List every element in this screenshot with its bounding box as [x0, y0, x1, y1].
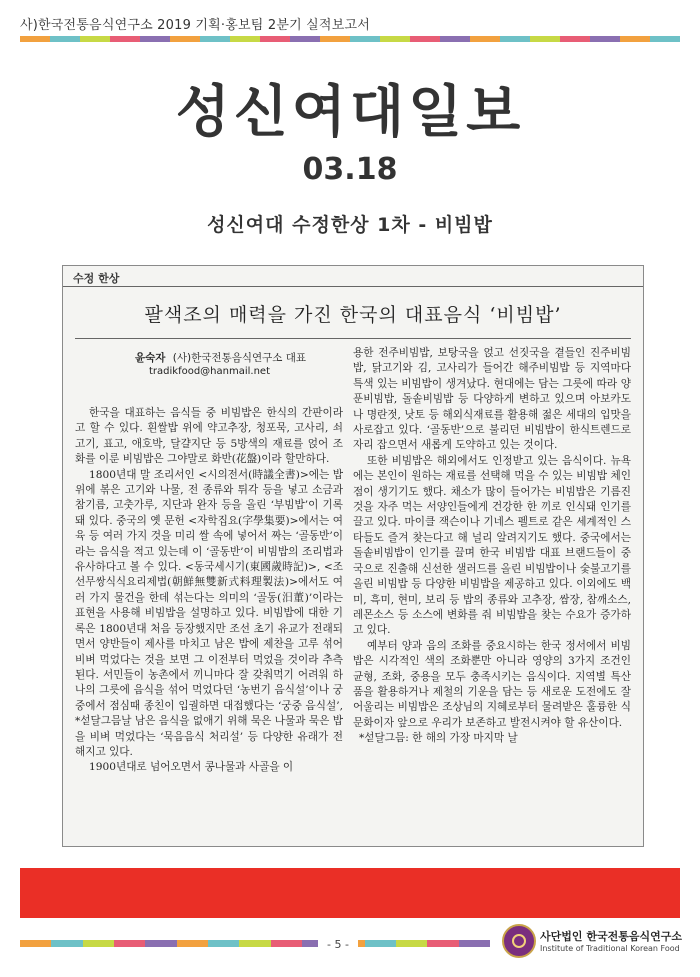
- stripe-segment: [110, 36, 140, 42]
- stripe-segment: [271, 940, 302, 947]
- article-column-left: [75, 406, 343, 776]
- stripe-segment: [140, 36, 170, 42]
- stripe-segment: [50, 36, 80, 42]
- stripe-segment: [20, 940, 51, 947]
- stripe-segment: [560, 36, 590, 42]
- stripe-segment: [200, 36, 230, 42]
- page-subtitle: 성신여대 수정한상 1차 - 비빔밥: [207, 214, 493, 236]
- page-number: - 5 -: [318, 938, 358, 951]
- stripe-segment: [380, 36, 410, 42]
- stripe-segment: [410, 36, 440, 42]
- author-name: 윤숙자: [135, 352, 166, 364]
- stripe-segment: [470, 36, 500, 42]
- top-color-stripe: [20, 36, 680, 42]
- article-paragraph: 또한 비빔밥은 해외에서도 인정받고 있는 음식이다. 뉴욕에는 본인이 원하는 재료를 선택해 먹을 수 있는 비빔밥 체인점이 생기기도 했다. 채소가 많이 들어가는 비빔밥은 기름진 것을 자주 먹는 서양인들에게 건강한 한 끼로 인식돼 인기를 끌고 있다. 마이클 잭슨이나 기네스 펠트로 같은 세계적인 스타들도 즐겨 찾는다고 해 널리 알려지기도 했다. 중국에서는 돌솥비빔밥이 인기를 끌며 한국 비빔밥 대표 브랜드들이 중국으로 진출해 신선한 샐러드를 올린 비빔밥이나 숯불고기를 올린 비빔밥 등 다양한 비빔밥을 제공하고 있다. 이외에도 백미, 흑미, 현미, 보리 등 밥의 종류와 고추장, 쌈장, 참깨소스, 레몬소스 등 소스에 변화를 줘 비빔밥을 찾는 수요가 증가하고 있다.: [353, 454, 631, 637]
- institute-logo-icon: [502, 924, 536, 958]
- page-title: 성신여대일보: [175, 80, 525, 145]
- stripe-segment: [290, 36, 320, 42]
- stripe-segment: [459, 940, 490, 947]
- footnote: *섣달그믐: 한 해의 가장 마지막 날: [359, 732, 518, 745]
- footer-red-bar: [20, 868, 680, 918]
- stripe-segment: [320, 36, 350, 42]
- article-paragraph: 1800년대 말 조리서인 <시의전서(時議全書)>에는 밥 위에 볶은 고기와 나물, 전 종류와 튀각 등을 넣고 소금과 참기름, 고춧가루, 지단과 완자 등을 올린 ‘부빔밥’이 기록돼 있다. 중국의 옛 문헌 <자학집요(字學集要)>에서는 여육 등 여러 가지 것을 미리 쌀 속에 넣어서 짜는 ‘골동반’이라는 음식을 적고 있는데 이 ‘골동반’이 비빔밥의 조리법과 유사하다고 볼 수 있다. <동국세시기(東國歲時記)>, <조선무쌍식식요리제법(朝鮮無雙新式料理製法)>에서도 여러 가지 물건을 한데 섞는다는 의미의 ‘골동(汨董)’이라는 표현을 사용해 비빔밥을 설명하고 있다. 비빔밥에 대한 기록은 1800년대 처음 등장했지만 조선 초기 유교가 전래되면서 양반들이 제사를 마치고 남은 밥에 제찬을 고루 섞어 비벼 먹었다는 것을 보면 그 이전부터 먹었을 것이라 추측된다. 서민들이 농촌에서 끼니마다 잘 갖춰먹기 어려워 하나의 그릇에 음식을 섞어 먹었다던 ‘농번기 음식설’이나 궁중에서 점심때 종친이 입궐하면 대접했다는 ‘궁중 음식설’, *섣달그믐날 남은 음식을 없애기 위해 묵은 나물과 묵은 밥을 비벼 먹었다는 ‘묵음음식 처리설’ 등 다양한 유래가 전해지고 있다.: [75, 468, 343, 758]
- stripe-segment: [427, 940, 458, 947]
- stripe-segment: [440, 36, 470, 42]
- article-paragraph: 예부터 양과 음의 조화를 중요시하는 한국 정서에서 비빔밥은 시각적인 색의 조화뿐만 아니라 영양의 3가지 조건인 균형, 조화, 중용을 모두 충족시키는 음식이다. 지역별 특산품을 활용하거나 제철의 기운을 담는 등 새로운 도전에도 잘 어울리는 비빔밥은 조상님의 지혜로부터 물려받은 훌륭한 식문화이자 앞으로 우리가 보존하고 발전시켜야 할 유산이다.: [353, 639, 631, 729]
- stripe-segment: [83, 940, 114, 947]
- article-headline: 팔색조의 매력을 가진 한국의 대표음식 ‘비빔밥’: [144, 304, 562, 326]
- stripe-segment: [177, 940, 208, 947]
- org-name-english: Institute of Traditional Korean Food: [540, 944, 680, 953]
- stripe-segment: [365, 940, 396, 947]
- article-column-right: [353, 346, 631, 747]
- stripe-segment: [396, 940, 427, 947]
- org-name-korean: 사단법인 한국전통음식연구소: [540, 930, 682, 943]
- bottom-color-stripe: [20, 940, 490, 947]
- column-tag: 수정 한상: [73, 272, 120, 285]
- stripe-segment: [350, 36, 380, 42]
- stripe-segment: [145, 940, 176, 947]
- stripe-segment: [20, 36, 50, 42]
- byline: [135, 350, 306, 365]
- clipping-top-rule: [63, 286, 643, 287]
- page-date: 03.18: [302, 152, 398, 187]
- stripe-segment: [590, 36, 620, 42]
- author-org: (사)한국전통음식연구소 대표: [172, 352, 307, 364]
- article-paragraph: 용한 전주비빔밥, 보탕국을 얹고 선짓국을 곁들인 진주비빔밥, 닭고기와 김, 고사리가 들어간 해주비빔밥 등 지역마다 특색 있는 비빔밥이 생겨났다. 현대에는 담는 그릇에 따라 양푼비빔밥, 돌솥비빔밥 등 다양하게 변하고 있으며 아보카도나 명란젓, 낫토 등 해외식재료를 활용해 젊은 세대의 입맛을 사로잡고 있다. ‘골동반’으로 불리던 비빔밥이 한식트렌드로 자리 잡으면서 새롭게 도약하고 있는 것이다.: [353, 347, 631, 452]
- report-header: 사)한국전통음식연구소 2019 기획·홍보팀 2분기 실적보고서: [20, 18, 370, 33]
- stripe-segment: [530, 36, 560, 42]
- stripe-segment: [170, 36, 200, 42]
- article-paragraph: 1900년대로 넘어오면서 콩나물과 사골을 이: [89, 761, 294, 774]
- stripe-segment: [620, 36, 650, 42]
- stripe-segment: [650, 36, 680, 42]
- stripe-segment: [51, 940, 82, 947]
- stripe-segment: [80, 36, 110, 42]
- headline-rule: [75, 338, 631, 339]
- stripe-segment: [239, 940, 270, 947]
- stripe-segment: [114, 940, 145, 947]
- stripe-segment: [260, 36, 290, 42]
- stripe-segment: [208, 940, 239, 947]
- article-paragraph: 한국을 대표하는 음식들 중 비빔밥은 한식의 간판이라고 할 수 있다. 흰쌀밥 위에 약고추장, 청포묵, 고사리, 쇠고기, 표고, 애호박, 달걀지단 등 5방색의 재료를 얹어 조화를 이룬 비빔밥은 그야말로 화반(花盤)이라 할만하다.: [75, 407, 343, 466]
- newspaper-clipping: [62, 265, 644, 847]
- author-email: tradikfood@hanmail.net: [149, 366, 271, 377]
- stripe-segment: [230, 36, 260, 42]
- stripe-segment: [500, 36, 530, 42]
